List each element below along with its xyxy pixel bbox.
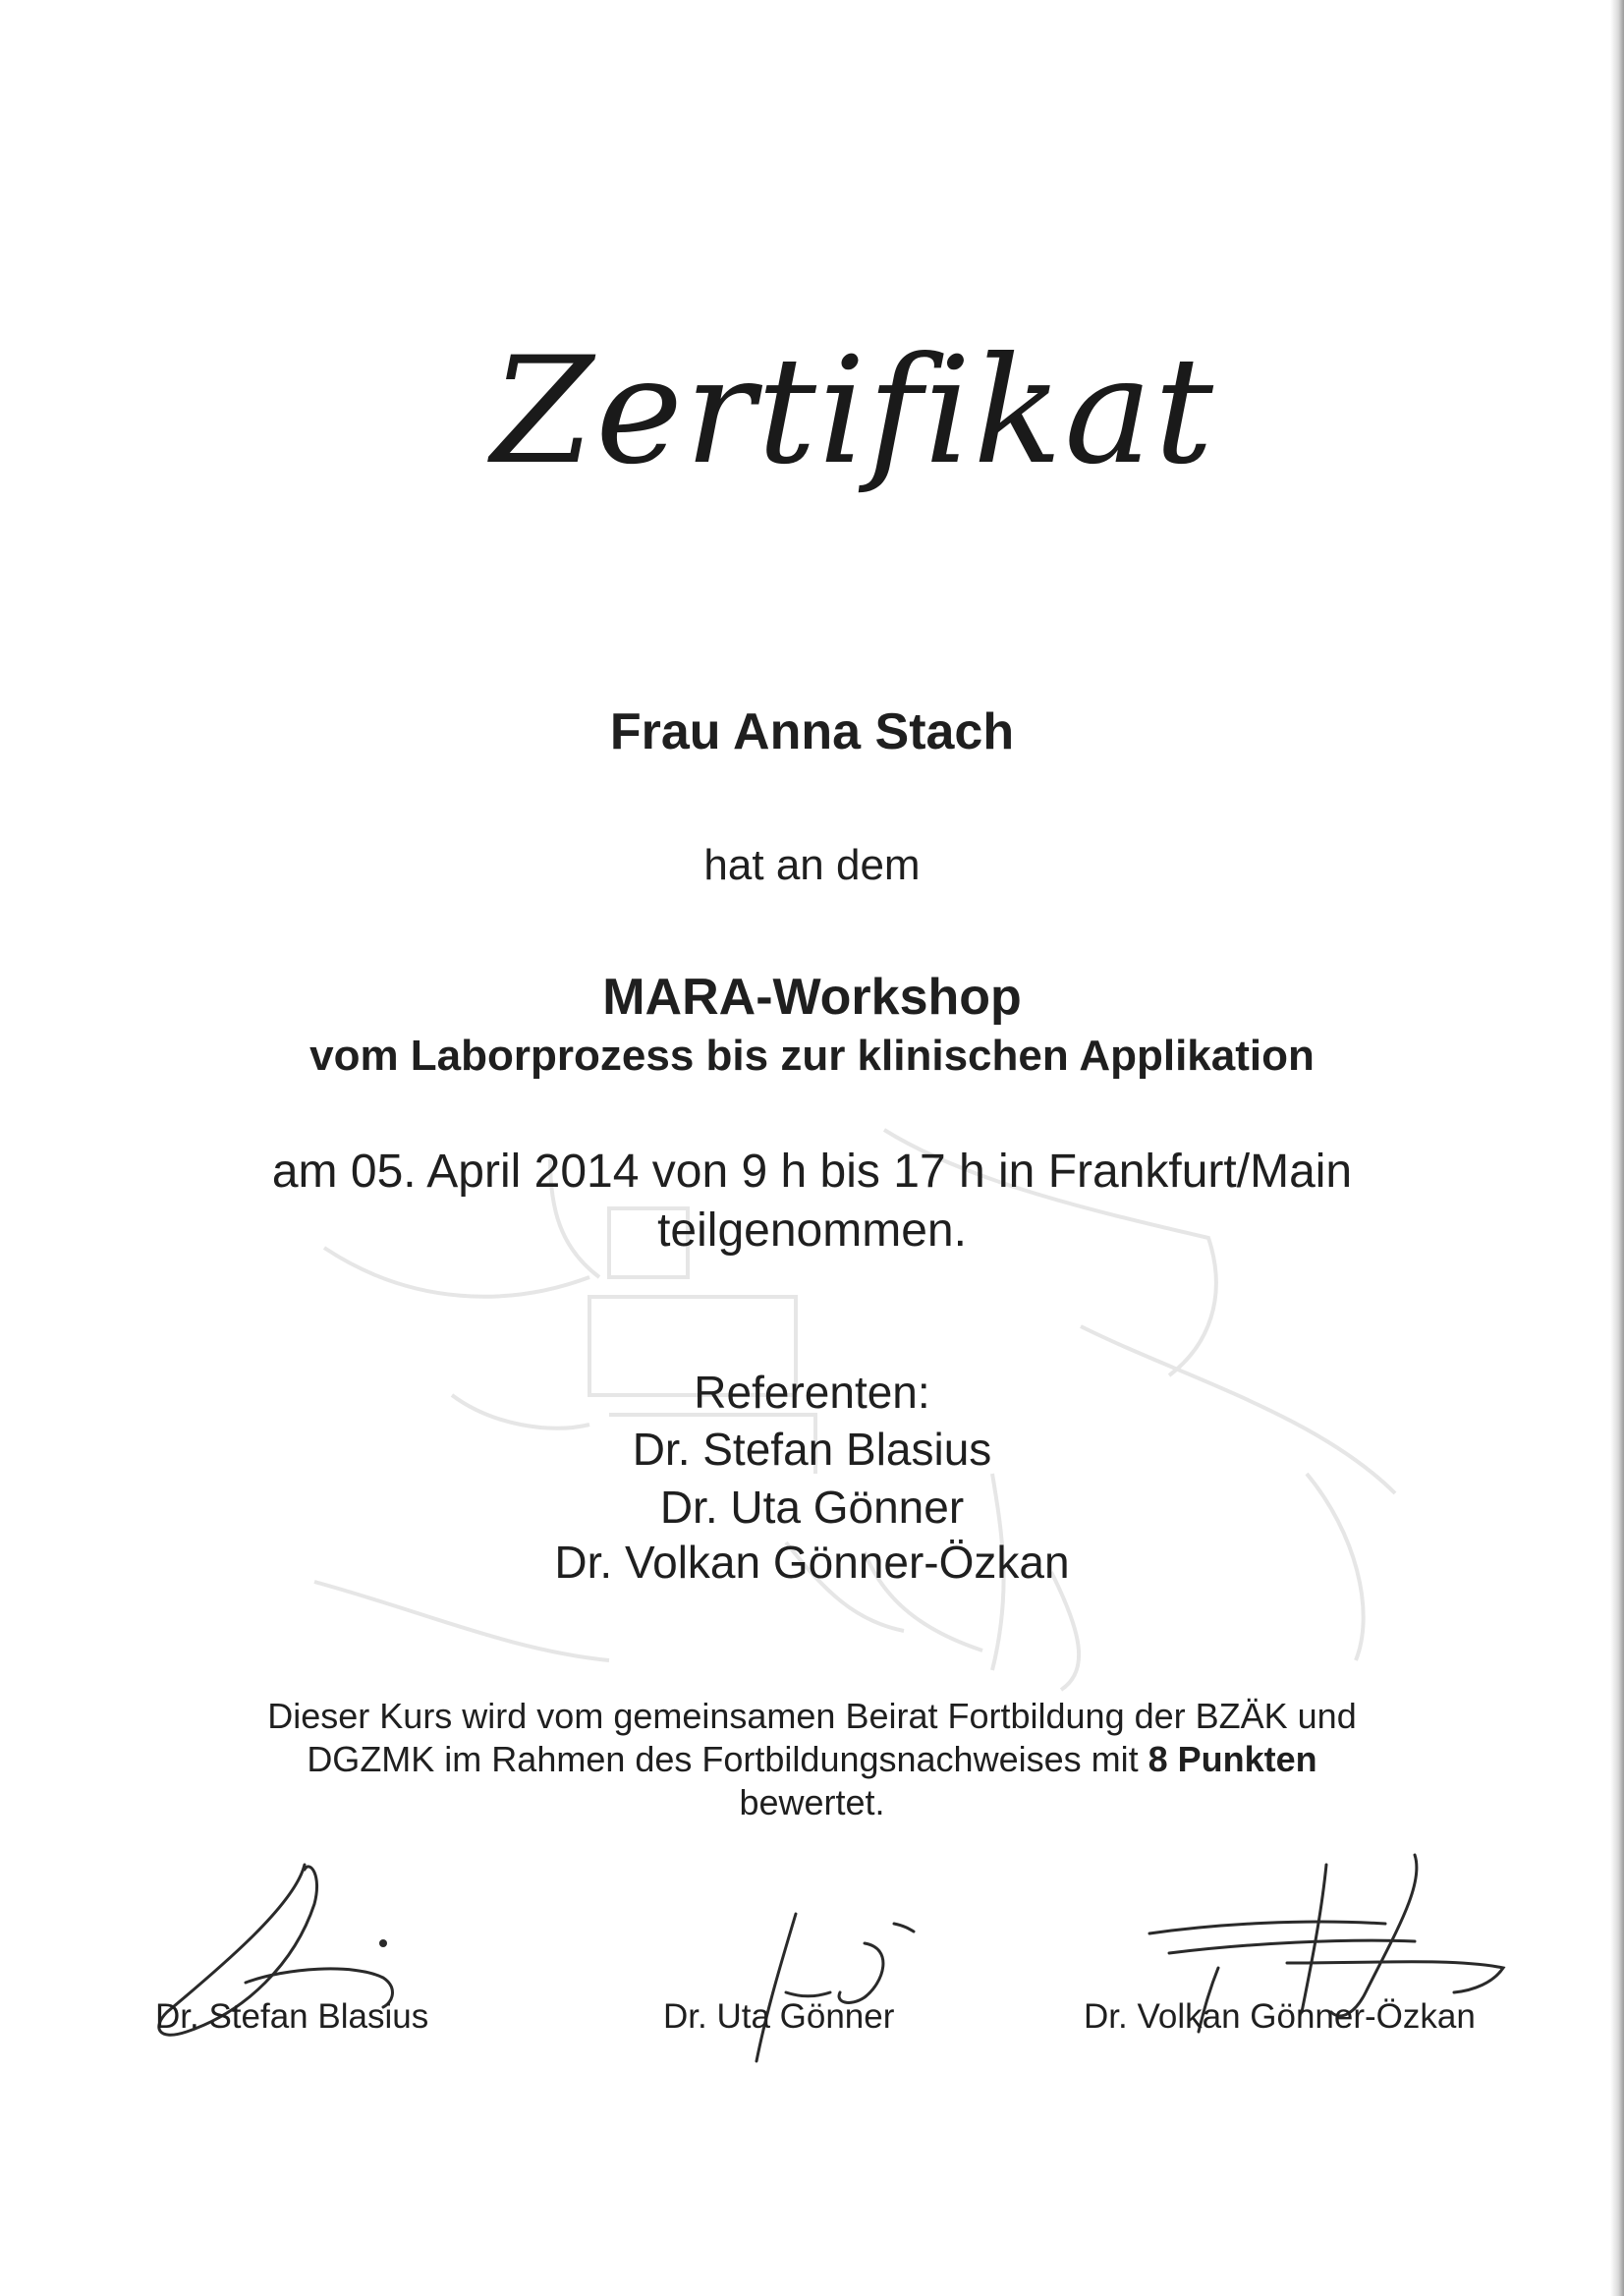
referent-name: Dr. Stefan Blasius xyxy=(632,1424,992,1475)
referent-name: Dr. Volkan Gönner-Özkan xyxy=(554,1537,1070,1588)
intro-text: hat an dem xyxy=(703,841,921,889)
accreditation-line: bewertet. xyxy=(739,1782,885,1822)
signature-name-volkan-goenner-oezkan: Dr. Volkan Gönner-Özkan xyxy=(1084,1997,1476,2036)
signature-uta-goenner xyxy=(658,1845,953,2071)
svg-text:Zertifikat: Zertifikat xyxy=(491,326,1216,497)
signature-stefan-blasius xyxy=(147,1845,442,2071)
certificate-title xyxy=(472,314,1258,540)
signature-name-stefan-blasius: Dr. Stefan Blasius xyxy=(155,1997,429,2036)
accreditation-note xyxy=(0,1695,1624,1824)
points-value: 8 Punkten xyxy=(1148,1739,1317,1779)
date-line: am 05. April 2014 von 9 h bis 17 h in Frankfurt/Main xyxy=(271,1146,1353,1198)
referents-heading: Referenten: xyxy=(694,1367,930,1418)
signature-volkan-goenner-oezkan xyxy=(1130,1845,1542,2071)
signature-name-uta-goenner: Dr. Uta Gönner xyxy=(663,1997,895,2036)
recipient-name: Frau Anna Stach xyxy=(609,703,1015,760)
accreditation-line xyxy=(0,1738,1624,1781)
workshop-title: MARA-Workshop xyxy=(602,969,1022,1026)
referent-name: Dr. Uta Gönner xyxy=(659,1482,965,1533)
workshop-subtitle: vom Laborprozess bis zur klinischen Applikation xyxy=(309,1032,1315,1080)
accreditation-text: DGZMK im Rahmen des Fortbildungsnachweises mit xyxy=(307,1739,1148,1779)
participated-text: teilgenommen. xyxy=(657,1204,967,1257)
accreditation-line: Dieser Kurs wird vom gemeinsamen Beirat Fortbildung der BZÄK und xyxy=(267,1696,1357,1736)
